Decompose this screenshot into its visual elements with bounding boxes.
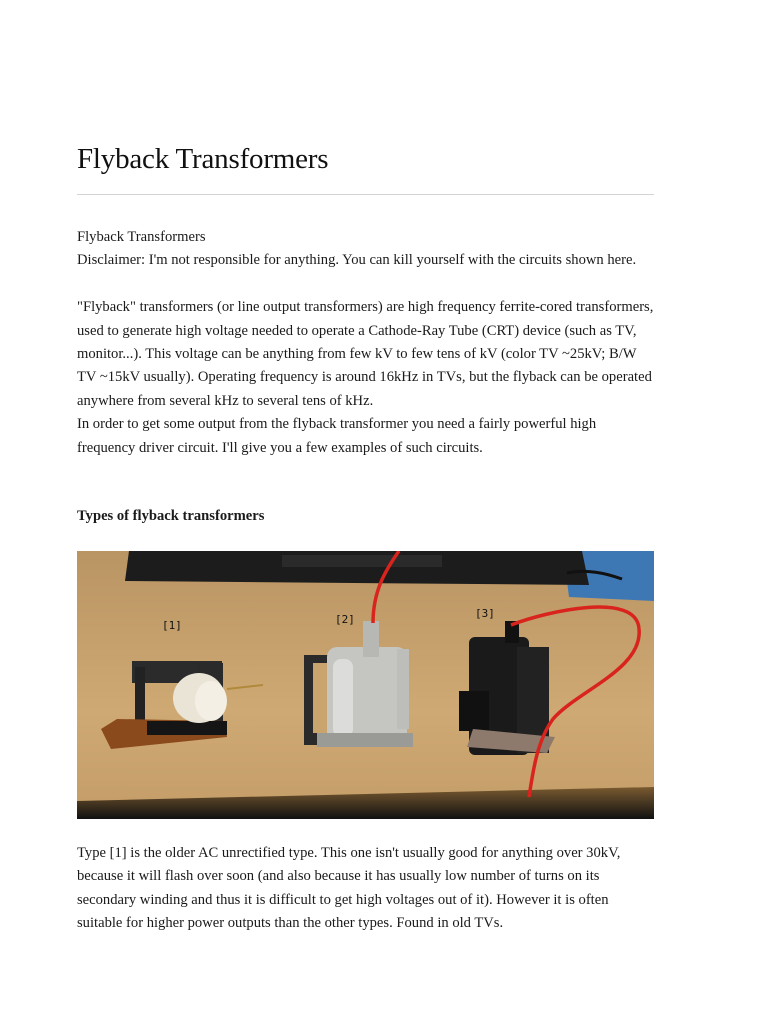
label-3: [3] [475,607,495,620]
label-2: [2] [335,613,355,626]
section-heading-types: Types of flyback transformers [77,508,265,524]
driver-circuit-note: In order to get some output from the flyback transformer you need a fairly powerful high frequency driver circuit. I'll give you a few examples of such circuits. [77,416,597,456]
intro-section [77,226,654,460]
flyback-description: "Flyback" transformers (or line output transformers) are high frequency ferrite-cored transformers, used to generate high voltage needed to operate a Cathode-Ray Tube (CRT) device (such as TV, monitor...). This voltage can be anything from few kV to few tens of kV (color TV ~25kV; B/W TV ~15kV usually). Operating frequency is around 16kHz in TVs, but the flyback can be operated anywhere from several kHz to several tens of kHz. [77,299,654,409]
page-title: Flyback Transformers [77,143,329,175]
type1-section [77,842,654,936]
intro-heading-line: Flyback Transformers [77,229,206,245]
disclaimer-text: Disclaimer: I'm not responsible for anything. You can kill yourself with the circuits shown here. [77,252,637,269]
title-divider [77,194,654,195]
flyback-transformers-photo [77,551,654,819]
label-1: [1] [162,619,182,632]
type1-description: Type [1] is the older AC unrectified type. This one isn't usually good for anything over 30kV, because it will flash over soon (and also because it has usually low number of turns on its secondary winding and thus it is difficult to get high voltages out of it). However it is often suitable for higher power outputs than the other types. Found in old TVs. [77,845,621,932]
